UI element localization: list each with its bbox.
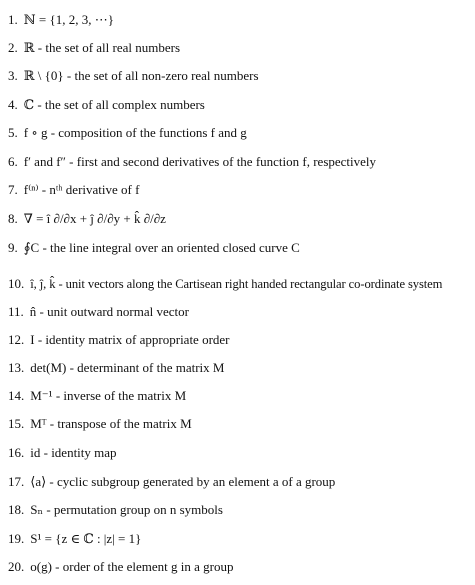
item-text: ℂ - the set of all complex numbers bbox=[23, 97, 205, 112]
list-item bbox=[8, 123, 471, 143]
item-number: 5. bbox=[8, 125, 18, 140]
list-item bbox=[8, 557, 471, 577]
item-text: Sₙ - permutation group on n symbols bbox=[30, 502, 223, 517]
item-number: 14. bbox=[8, 388, 25, 403]
list-item bbox=[8, 66, 471, 86]
list-item bbox=[8, 358, 471, 378]
list-item bbox=[8, 414, 471, 434]
list-item bbox=[8, 180, 471, 200]
item-number: 3. bbox=[8, 68, 18, 83]
list-item bbox=[8, 238, 471, 258]
list-item bbox=[8, 274, 471, 294]
item-number: 13. bbox=[8, 360, 25, 375]
list-item bbox=[8, 386, 471, 406]
list-item bbox=[8, 38, 471, 58]
item-number: 10. bbox=[8, 276, 25, 291]
item-number: 17. bbox=[8, 474, 25, 489]
item-number: 15. bbox=[8, 416, 25, 431]
item-number: 7. bbox=[8, 182, 18, 197]
item-text: o(g) - order of the element g in a group bbox=[30, 559, 234, 574]
item-number: 11. bbox=[8, 304, 24, 319]
item-text: ⟨a⟩ - cyclic subgroup generated by an element a of a group bbox=[30, 474, 336, 489]
item-number: 16. bbox=[8, 445, 25, 460]
item-text: f⁽ⁿ⁾ - nᵗʰ derivative of f bbox=[23, 182, 140, 197]
item-number: 1. bbox=[8, 12, 18, 27]
list-item bbox=[8, 10, 471, 30]
item-number: 9. bbox=[8, 240, 18, 255]
list-item bbox=[8, 302, 471, 322]
item-text: n̂ - unit outward normal vector bbox=[29, 304, 189, 319]
item-text: ℕ = {1, 2, 3, ⋯} bbox=[23, 12, 114, 27]
item-number: 19. bbox=[8, 531, 25, 546]
item-text: f′ and f″ - first and second derivatives of the function f, respectively bbox=[23, 154, 377, 169]
item-text: ℝ \ {0} - the set of all non-zero real numbers bbox=[23, 68, 259, 83]
list-item bbox=[8, 500, 471, 520]
item-text: ∮C - the line integral over an oriented closed curve C bbox=[23, 240, 300, 255]
item-number: 8. bbox=[8, 211, 18, 226]
item-text: î, ĵ, k̂ - unit vectors along the Cartisean right handed rectangular co-ordinate system bbox=[30, 277, 443, 291]
list-item bbox=[8, 529, 471, 549]
list-item bbox=[8, 95, 471, 115]
list-item bbox=[8, 330, 471, 350]
item-number: 20. bbox=[8, 559, 25, 574]
item-number: 6. bbox=[8, 154, 18, 169]
item-text: Mᵀ - transpose of the matrix M bbox=[30, 416, 192, 431]
item-text: ∇ = î ∂/∂x + ĵ ∂/∂y + k̂ ∂/∂z bbox=[23, 211, 166, 226]
list-item bbox=[8, 209, 471, 229]
item-text: M⁻¹ - inverse of the matrix M bbox=[30, 388, 187, 403]
item-number: 2. bbox=[8, 40, 18, 55]
item-text: I - identity matrix of appropriate order bbox=[30, 332, 230, 347]
item-number: 4. bbox=[8, 97, 18, 112]
item-text: S¹ = {z ∈ ℂ : |z| = 1} bbox=[30, 531, 142, 546]
list-item bbox=[8, 472, 471, 492]
item-number: 12. bbox=[8, 332, 25, 347]
item-text: f ∘ g - composition of the functions f and g bbox=[23, 125, 247, 140]
list-item bbox=[8, 152, 471, 172]
list-item bbox=[8, 443, 471, 463]
item-number: 18. bbox=[8, 502, 25, 517]
item-text: id - identity map bbox=[30, 445, 117, 460]
item-text: det(M) - determinant of the matrix M bbox=[30, 360, 225, 375]
item-text: ℝ - the set of all real numbers bbox=[23, 40, 181, 55]
